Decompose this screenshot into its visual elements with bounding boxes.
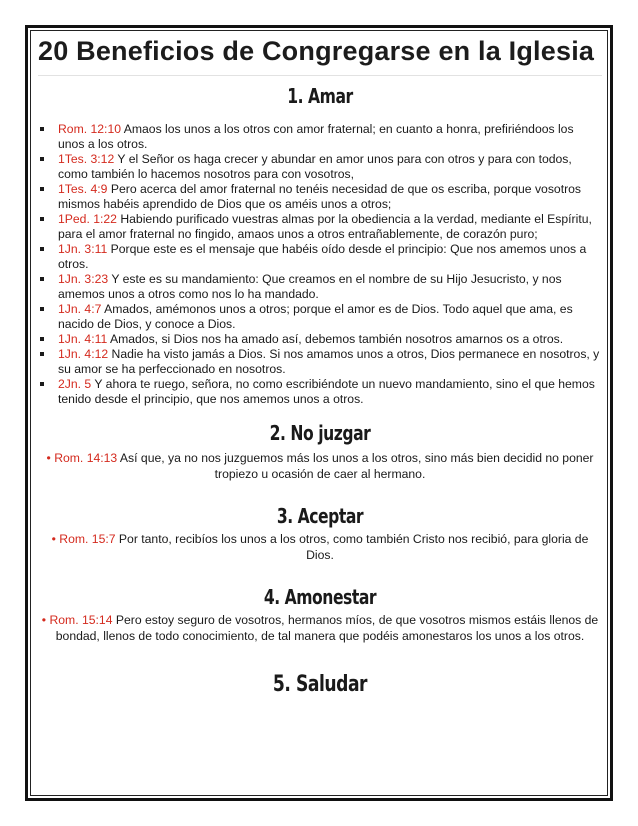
bullet-icon bbox=[40, 277, 44, 281]
bullet-icon bbox=[40, 217, 44, 221]
section-no-juzgar bbox=[38, 421, 602, 482]
verse-text: Así que, ya no nos juzguemos más los unos a los otros, sino más bien decidid no poner tropiezo u ocasión de caer al hermano. bbox=[117, 451, 594, 481]
section-amar bbox=[38, 84, 602, 407]
list-item bbox=[38, 182, 602, 212]
bullet-icon bbox=[40, 187, 44, 191]
verse-reference-link[interactable]: 1Tes. 3:12 bbox=[58, 152, 115, 166]
verse-reference-link[interactable]: 2Jn. 5 bbox=[58, 377, 92, 391]
title-divider bbox=[38, 75, 602, 76]
verse-reference-link[interactable]: Rom. 15:7 bbox=[59, 532, 116, 546]
list-item bbox=[38, 242, 602, 272]
verse-text: Porque este es el mensaje que habéis oído desde el principio: Que nos amemos unos a otros. bbox=[58, 242, 587, 271]
verse-reference-link[interactable]: 1Tes. 4:9 bbox=[58, 182, 108, 196]
section-heading: 1. Amar bbox=[287, 84, 353, 108]
verse-text: Por tanto, recibíos los unos a los otros, como también Cristo nos recibió, para gloria de Dios. bbox=[115, 532, 589, 562]
verse-reference-link[interactable]: Rom. 12:10 bbox=[58, 122, 122, 136]
list-item bbox=[38, 347, 602, 377]
verse-reference-link[interactable]: Rom. 15:14 bbox=[49, 613, 113, 627]
verse-paragraph bbox=[38, 613, 602, 644]
bullet-icon: • bbox=[51, 532, 56, 546]
bullet-icon bbox=[40, 307, 44, 311]
document-content bbox=[38, 36, 602, 697]
list-item bbox=[38, 212, 602, 242]
section-saludar bbox=[38, 672, 602, 697]
bullet-icon: • bbox=[41, 613, 47, 627]
verse-reference-link[interactable]: Rom. 14:13 bbox=[54, 451, 118, 465]
bullet-icon bbox=[40, 337, 44, 341]
verse-text: Y ahora te ruego, señora, no como escribiéndote un nuevo mandamiento, sino el que hemos tenido desde el principio, que nos amemos unos a otros. bbox=[58, 377, 595, 406]
verse-text: Y este es su mandamiento: Que creamos en el nombre de su Hijo Jesucristo, y nos amemos unos a otros como nos lo ha mandado. bbox=[58, 272, 562, 301]
bullet-icon bbox=[40, 127, 44, 131]
bullet-icon bbox=[40, 382, 44, 386]
verse-text: Nadie ha visto jamás a Dios. Si nos amamos unos a otros, Dios permanece en nosotros, y su amor se ha perfeccionado en nosotros. bbox=[58, 347, 600, 376]
verse-text: Pero estoy seguro de vosotros, hermanos míos, de que vosotros mismos estáis llenos de bondad, llenos de todo conocimiento, de tal manera que podéis amonestaros los unos a los otros. bbox=[55, 613, 599, 643]
verse-text: Pero acerca del amor fraternal no tenéis necesidad de que os escriba, porque vosotros mismos habéis aprendido de Dios que os améis unos a otros; bbox=[58, 182, 582, 211]
section-amonestar bbox=[38, 585, 602, 644]
list-item bbox=[38, 122, 602, 152]
bullet-icon bbox=[40, 247, 44, 251]
verse-text: Amados, amémonos unos a otros; porque el amor es de Dios. Todo aquel que ama, es nacido de Dios, y conoce a Dios. bbox=[58, 302, 573, 331]
list-item bbox=[38, 377, 602, 407]
verse-paragraph bbox=[38, 451, 602, 482]
verse-text: Habiendo purificado vuestras almas por la obediencia a la verdad, mediante el Espíritu, para el amor fraternal no fingido, amaos unos a otros entrañablemente, de corazón puro; bbox=[58, 212, 592, 241]
list-item bbox=[38, 332, 602, 347]
list-item bbox=[38, 272, 602, 302]
section-heading: 3. Aceptar bbox=[276, 504, 364, 528]
verse-text: Amados, si Dios nos ha amado así, debemos también nosotros amarnos os a otros. bbox=[107, 332, 564, 346]
verse-list bbox=[38, 122, 602, 407]
bullet-icon bbox=[40, 352, 44, 356]
verse-reference-link[interactable]: 1Jn. 3:11 bbox=[58, 242, 108, 256]
section-heading: 5. Saludar bbox=[272, 672, 368, 697]
list-item bbox=[38, 302, 602, 332]
list-item bbox=[38, 152, 602, 182]
verse-text: Amaos los unos a los otros con amor fraternal; en cuanto a honra, prefiriéndoos los unos a los otros. bbox=[58, 122, 574, 151]
verse-reference-link[interactable]: 1Ped. 1:22 bbox=[58, 212, 117, 226]
verse-reference-link[interactable]: 1Jn. 4:7 bbox=[58, 302, 102, 316]
page-title: 20 Beneficios de Congregarse en la Iglesia bbox=[38, 36, 595, 66]
verse-reference-link[interactable]: 1Jn. 4:11 bbox=[58, 332, 108, 346]
bullet-icon: • bbox=[46, 451, 51, 465]
verse-reference-link[interactable]: 1Jn. 3:23 bbox=[58, 272, 109, 286]
section-heading: 4. Amonestar bbox=[263, 585, 377, 609]
verse-text: Y el Señor os haga crecer y abundar en amor unos para con otros y para con todos, como también lo hacemos nosotros para con vosotros, bbox=[58, 152, 572, 181]
bullet-icon bbox=[40, 157, 44, 161]
verse-reference-link[interactable]: 1Jn. 4:12 bbox=[58, 347, 109, 361]
section-heading: 2. No juzgar bbox=[269, 421, 371, 445]
verse-paragraph bbox=[38, 532, 602, 563]
section-aceptar bbox=[38, 504, 602, 563]
